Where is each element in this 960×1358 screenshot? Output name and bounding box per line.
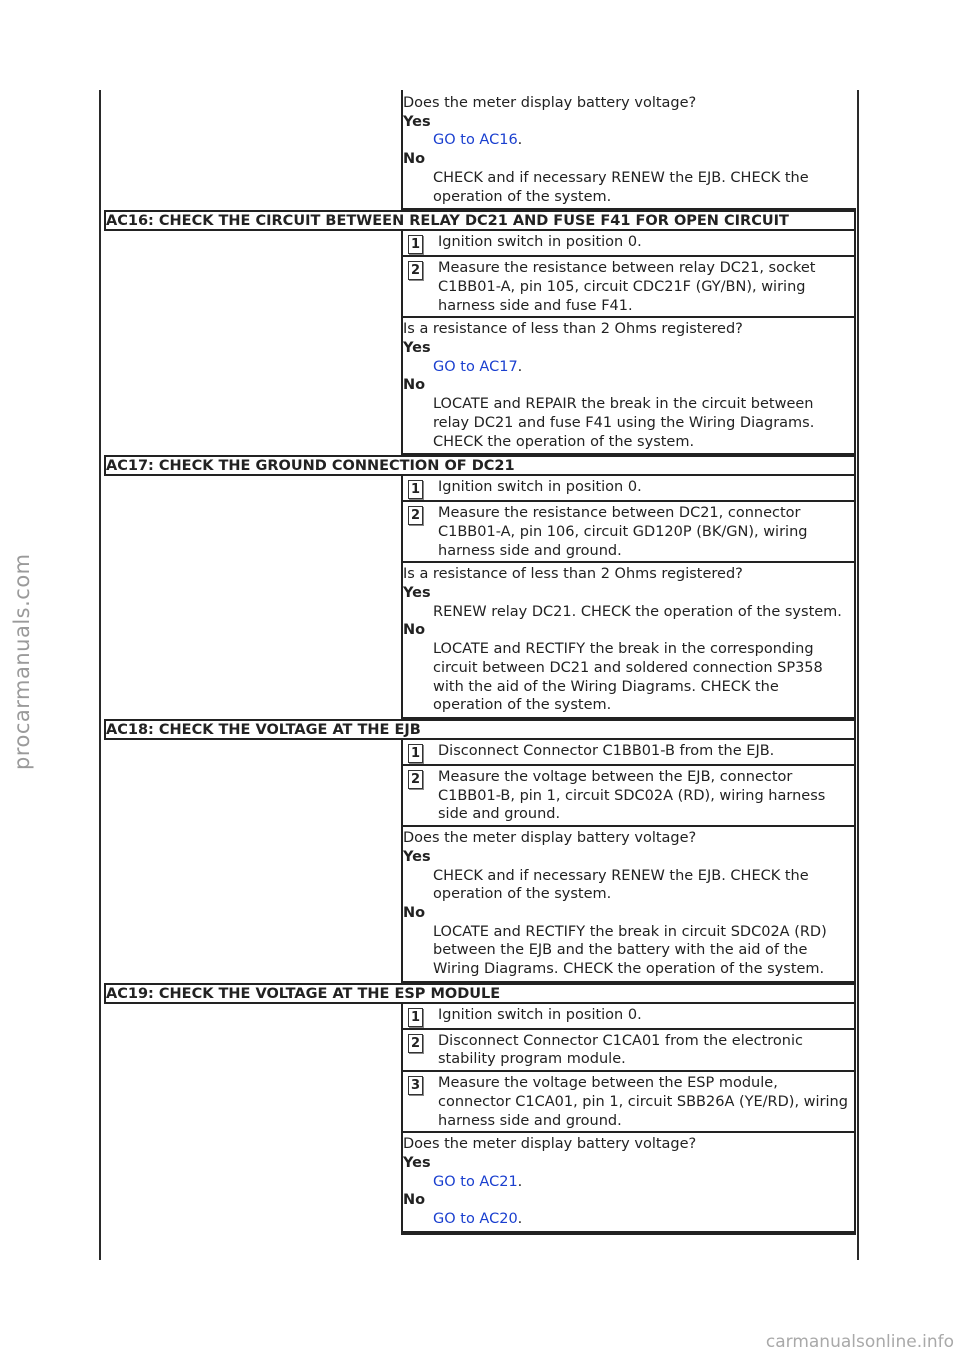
step-text: Measure the resistance between relay DC21, socket C1BB01-A, pin 105, circuit CDC21F (GY/BN), wiring harness side and fuse F41. — [438, 260, 816, 314]
no-answer: LOCATE and RECTIFY the break in circuit SDC02A (RD) between the EJB and the battery with the aid of the Wiring Diagrams. CHECK the operation of the system. — [433, 923, 827, 978]
step-text: Ignition switch in position 0. — [438, 234, 642, 251]
step-list — [403, 740, 854, 827]
step-list — [403, 1004, 854, 1134]
step-number-badge: 1 — [408, 1008, 423, 1027]
intro-no-label: No — [403, 151, 426, 168]
intro-question: Does the meter display battery voltage? — [403, 95, 697, 111]
yes-link[interactable]: GO to AC21 — [433, 1173, 518, 1190]
step-text: Disconnect Connector C1BB01-B from the EJB. — [438, 742, 775, 759]
intro-yes-label: Yes — [403, 113, 431, 130]
section-body-row — [104, 476, 856, 719]
yes-answer: RENEW relay DC21. CHECK the operation of the system. — [433, 603, 842, 620]
step-list — [403, 231, 854, 318]
table-bottom-rule — [401, 1233, 856, 1235]
step-row — [403, 476, 854, 502]
section-title: AC16: CHECK THE CIRCUIT BETWEEN RELAY DC21 AND FUSE F41 FOR OPEN CIRCUIT — [104, 210, 856, 231]
section-title: AC19: CHECK THE VOLTAGE AT THE ESP MODULE — [104, 983, 856, 1004]
step-row — [403, 231, 854, 257]
intro-left-cell — [104, 90, 401, 210]
no-label: No — [403, 904, 426, 921]
section-title: AC17: CHECK THE GROUND CONNECTION OF DC21 — [104, 455, 856, 476]
section-right-cell — [401, 740, 856, 983]
section-body-row — [104, 740, 856, 983]
yes-label: Yes — [403, 848, 431, 865]
question-text: Is a resistance of less than 2 Ohms registered? — [403, 566, 743, 583]
section-body-row — [104, 231, 856, 455]
section-title: AC18: CHECK THE VOLTAGE AT THE EJB — [104, 719, 856, 740]
step-row — [403, 257, 854, 318]
yes-answer — [403, 1173, 854, 1192]
yes-link[interactable]: GO to AC17 — [433, 358, 518, 375]
step-number-badge: 2 — [408, 1034, 423, 1053]
yes-suffix: . — [517, 358, 523, 375]
step-text: Ignition switch in position 0. — [438, 479, 642, 496]
right-page-rule — [857, 90, 859, 1260]
procedure-section — [104, 455, 856, 719]
section-left-cell — [104, 740, 401, 983]
yes-label: Yes — [403, 1154, 431, 1171]
no-suffix: . — [517, 1211, 523, 1228]
step-number-badge: 2 — [408, 770, 423, 789]
yes-suffix: . — [517, 1173, 523, 1190]
section-left-cell — [104, 231, 401, 455]
intro-no-answer: CHECK and if necessary RENEW the EJB. CHECK the operation of the system. — [433, 169, 809, 205]
step-number-badge: 1 — [408, 235, 423, 254]
footer-watermark: carmanualsonline.info — [765, 1332, 954, 1352]
step-text: Measure the resistance between DC21, connector C1BB01-A, pin 106, circuit GD120P (BK/GN), wiring harness side and ground. — [438, 505, 808, 559]
intro-yes-link[interactable]: GO to AC16 — [433, 132, 518, 149]
section-right-cell — [401, 476, 856, 719]
question-text: Does the meter display battery voltage? — [403, 830, 697, 847]
yes-label: Yes — [403, 340, 431, 357]
step-row — [403, 502, 854, 563]
step-list — [403, 476, 854, 563]
intro-yes-answer — [403, 131, 856, 150]
intro-row — [104, 90, 856, 210]
question-block — [403, 563, 854, 719]
section-left-cell — [104, 1004, 401, 1233]
step-row — [403, 1030, 854, 1072]
question-text: Is a resistance of less than 2 Ohms registered? — [403, 321, 743, 338]
no-label: No — [403, 1192, 426, 1209]
intro-yes-suffix: . — [517, 132, 523, 149]
yes-answer — [403, 358, 854, 377]
yes-label: Yes — [403, 585, 431, 602]
procedure-section — [104, 210, 856, 455]
section-body-row — [104, 1004, 856, 1233]
step-row — [403, 766, 854, 827]
no-label: No — [403, 622, 426, 639]
step-text: Ignition switch in position 0. — [438, 1006, 642, 1023]
section-right-cell — [401, 1004, 856, 1233]
step-row — [403, 1072, 854, 1133]
step-number-badge: 1 — [408, 744, 423, 763]
sections-container — [104, 210, 856, 1233]
no-answer — [403, 1210, 854, 1229]
section-right-cell — [401, 231, 856, 455]
no-answer: LOCATE and REPAIR the break in the circuit between relay DC21 and fuse F41 using the Wiring Diagrams. CHECK the operation of the system. — [433, 396, 815, 450]
section-left-cell — [104, 476, 401, 719]
question-text: Does the meter display battery voltage? — [403, 1136, 697, 1153]
question-block — [403, 1133, 854, 1233]
step-text: Measure the voltage between the EJB, connector C1BB01-B, pin 1, circuit SDC02A (RD), wiring harness side and ground. — [438, 768, 826, 823]
procedure-table — [104, 90, 856, 1235]
question-block — [403, 827, 854, 983]
step-row — [403, 1004, 854, 1030]
step-row — [403, 740, 854, 766]
no-link[interactable]: GO to AC20 — [433, 1211, 518, 1228]
intro-question-block — [403, 90, 856, 210]
intro-right-cell — [401, 90, 856, 210]
procedure-section — [104, 719, 856, 983]
step-number-badge: 3 — [408, 1076, 423, 1095]
no-answer: LOCATE and RECTIFY the break in the corresponding circuit between DC21 and soldered connection SP358 with the aid of the Wiring Diagrams. CHECK the operation of the system. — [433, 641, 823, 714]
step-number-badge: 2 — [408, 506, 423, 525]
yes-answer: CHECK and if necessary RENEW the EJB. CHECK the operation of the system. — [433, 867, 809, 903]
step-number-badge: 2 — [408, 261, 423, 280]
step-text: Disconnect Connector C1CA01 from the electronic stability program module. — [438, 1032, 803, 1068]
step-text: Measure the voltage between the ESP module, connector C1CA01, pin 1, circuit SBB26A (YE/RD), wiring harness side and ground. — [438, 1075, 848, 1129]
left-page-rule — [99, 90, 101, 1260]
question-block — [403, 318, 854, 455]
procedure-section — [104, 983, 856, 1233]
step-number-badge: 1 — [408, 480, 423, 499]
no-label: No — [403, 377, 426, 394]
side-watermark: procarmanuals.com — [10, 553, 34, 770]
